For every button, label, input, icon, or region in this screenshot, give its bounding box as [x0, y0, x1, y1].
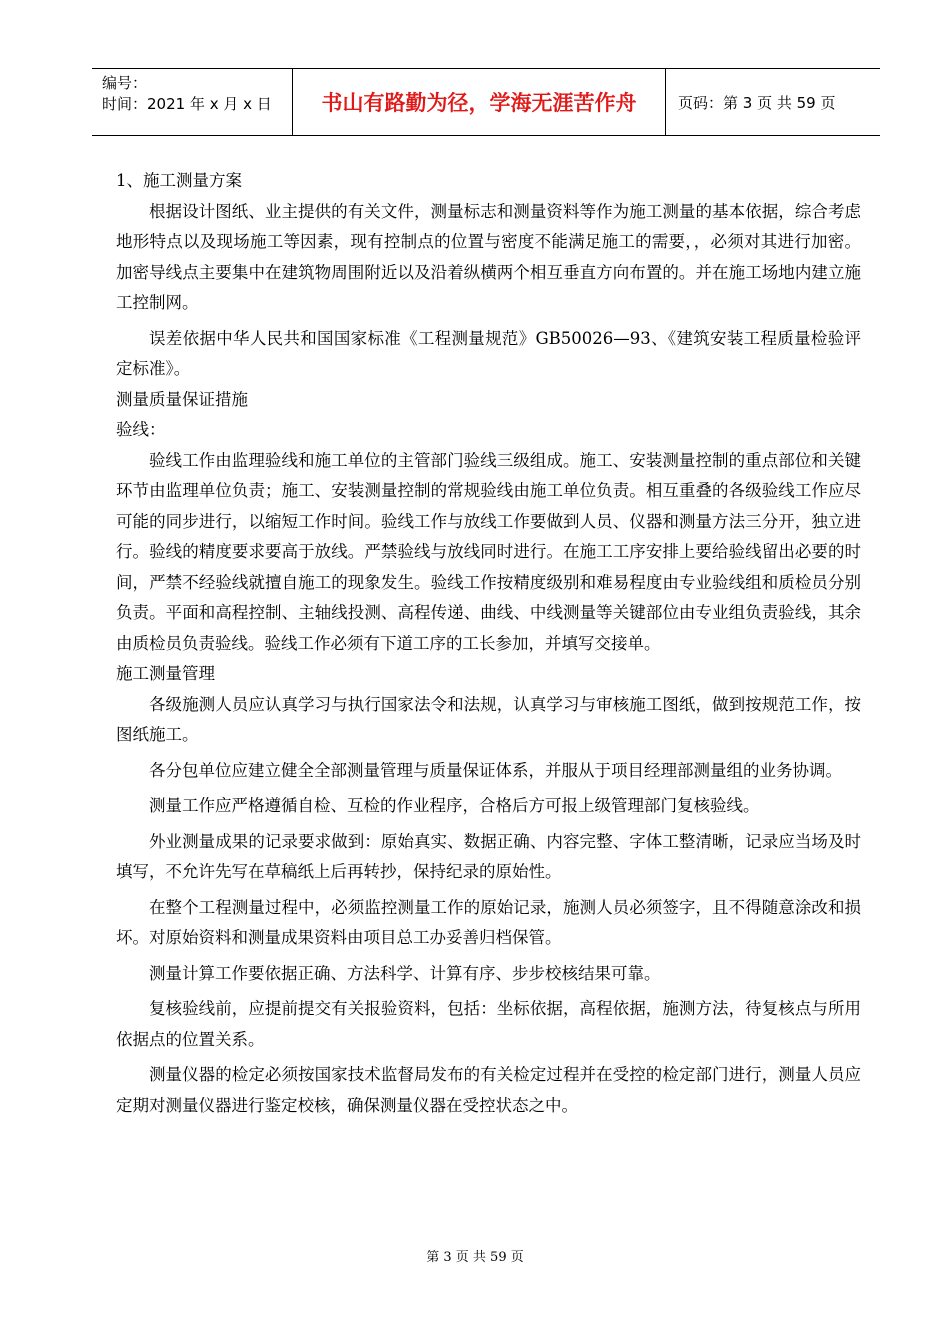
paragraph: 复核验线前，应提前提交有关报验资料，包括：坐标依据，高程依据，施测方法，待复核点与所用依据点的位置关系。	[116, 999, 861, 1049]
section-heading: 1、施工测量方案	[116, 171, 242, 190]
time-label: 时间：2021 年 x 月 x 日	[102, 95, 272, 113]
paragraph: 外业测量成果的记录要求做到：原始真实、数据正确、内容完整、字体工整清晰，记录应当场及时填写，不允许先写在草稿纸上后再转抄，保持纪录的原始性。	[116, 831, 861, 881]
section-heading: 施工测量管理	[116, 664, 215, 683]
paragraph: 验线工作由监理验线和施工单位的主管部门验线三级组成。施工、安装测量控制的重点部位和关键环节由监理单位负责；施工、安装测量控制的常规验线由施工单位负责。相互重叠的各级验线工作应尽可能的同步进行，以缩短工作时间。验线工作与放线工作要做到人员、仪器和测量方法三分开，独立进行。验线的精度要求要高于放线。严禁验线与放线同时进行。在施工工序安排上要给验线留出必要的时间，严禁不经验线就擅自施工的现象发生。验线工作按精度级别和难易程度由专业验线组和质检员分别负责。平面和高程控制、主轴线投测、高程传递、曲线、中线测量等关键部位由专业组负责验线，其余由质检员负责验线。验线工作必须有下道工序的工长参加，并填写交接单。	[116, 450, 861, 653]
paragraph: 测量计算工作要依据正确、方法科学、计算有序、步步校核结果可靠。	[149, 963, 661, 983]
header-page-info: 页码：第 3 页 共 59 页	[678, 93, 836, 112]
paragraph: 各分包单位应建立健全全部测量管理与质量保证体系，并服从于项目经理部测量组的业务协调。	[149, 760, 842, 780]
paragraph: 测量工作应严格遵循自检、互检的作业程序，合格后方可报上级管理部门复核验线。	[149, 796, 760, 815]
code-label: 编号：	[102, 74, 148, 92]
page-header	[92, 68, 880, 136]
subsection-heading: 验线：	[116, 420, 166, 439]
document-body	[116, 166, 861, 1121]
page-footer: 第 3 页 共 59 页	[426, 1250, 524, 1265]
section-heading: 测量质量保证措施	[116, 389, 248, 409]
paragraph: 在整个工程测量过程中，必须监控测量工作的原始记录，施测人员必须签字，且不得随意涂改和损坏。对原始资料和测量成果资料由项目总工办妥善归档保管。	[116, 897, 861, 947]
header-motto: 书山有路勤为径，学海无涯苦作舟	[293, 69, 666, 135]
paragraph: 各级施测人员应认真学习与执行国家法令和法规，认真学习与审核施工图纸，做到按规范工作，按图纸施工。	[116, 694, 861, 744]
header-meta	[92, 69, 293, 135]
paragraph: 测量仪器的检定必须按国家技术监督局发布的有关检定过程并在受控的检定部门进行，测量人员应定期对测量仪器进行鉴定校核，确保测量仪器在受控状态之中。	[116, 1065, 861, 1115]
paragraph: 误差依据中华人民共和国国家标准《工程测量规范》GB50026—93、《建筑安装工程质量检验评定标准》。	[116, 328, 861, 378]
paragraph: 根据设计图纸、业主提供的有关文件，测量标志和测量资料等作为施工测量的基本依据，综合考虑地形特点以及现场施工等因素，现有控制点的位置与密度不能满足施工的需要，，必须对其进行加密。加密导线点主要集中在建筑物周围附近以及沿着纵横两个相互垂直方向布置的。并在施工场地内建立施工控制网。	[116, 201, 861, 312]
